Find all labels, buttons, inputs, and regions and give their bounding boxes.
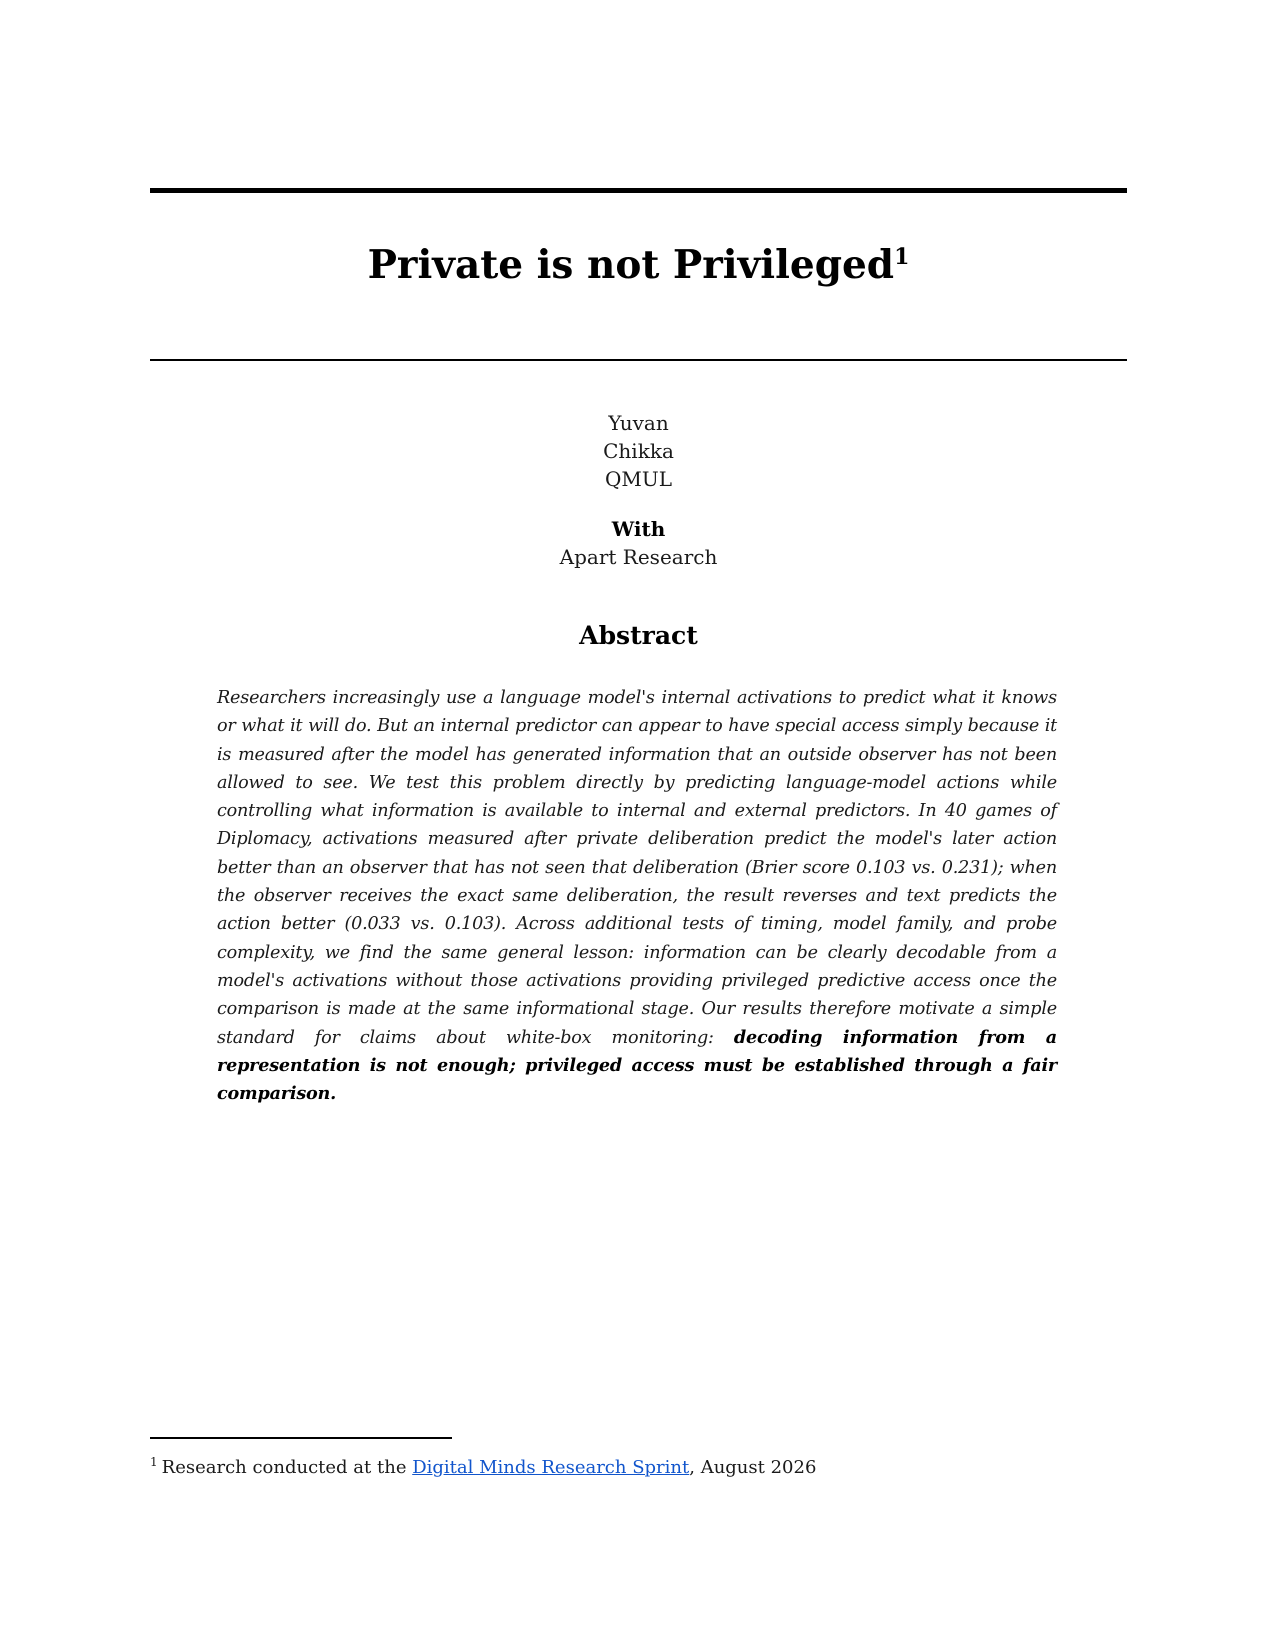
footnote-prefix: Research conducted at the — [161, 1457, 413, 1478]
title-bottom-rule — [150, 359, 1127, 361]
author-line-last-name: Chikka — [603, 439, 674, 463]
abstract-body — [217, 684, 1057, 1108]
footnote — [150, 1455, 1127, 1481]
collaborating-organization: Apart Research — [559, 545, 718, 569]
abstract-emphasis: decoding information from a representation is not enough; privileged access must be established through a fair comparison. — [217, 1026, 1057, 1105]
author-affiliation: QMUL — [604, 467, 672, 491]
abstract-text: Researchers increasingly use a language model's internal activations to predict what it knows or what it will do. But an internal predictor can appear to have special access simply because it is measured after the model has generated information that an outside observer has not been allowed to see. We test this problem directly by predicting language-model actions while controlling what information is available to internal and external predictors. In 40 games of Diplomacy, activations measured after private deliberation predict the model's later action better than an observer that has not seen that deliberation (Brier score 0.103 vs. 0.231); when the observer receives the exact same deliberation, the result reverses and text predicts the action better (0.033 vs. 0.103). Across additional tests of timing, model family, and probe complexity, we find the same general lesson: information can be clearly decodable from a model's activations without those activations providing privileged predictive access once the comparison is made at the same informational stage. Our results therefore motivate a simple standard for claims about white-box monitoring: — [217, 688, 1057, 1048]
author-block — [150, 409, 1127, 493]
title-footnote-marker: 1 — [894, 244, 910, 270]
abstract-heading: Abstract — [579, 621, 698, 650]
sprint-link[interactable]: Digital Minds Research Sprint — [412, 1457, 690, 1478]
footnote-suffix: , August 2026 — [689, 1457, 817, 1478]
paper-title-text: Private is not Privileged — [367, 242, 895, 288]
footnote-marker: 1 — [150, 1455, 158, 1469]
footnote-rule — [150, 1437, 452, 1439]
author-line-first-name: Yuvan — [608, 411, 669, 435]
top-thick-rule — [150, 188, 1127, 193]
paper-title — [150, 240, 1127, 290]
with-label: With — [611, 517, 666, 541]
collaboration-block — [150, 515, 1127, 571]
